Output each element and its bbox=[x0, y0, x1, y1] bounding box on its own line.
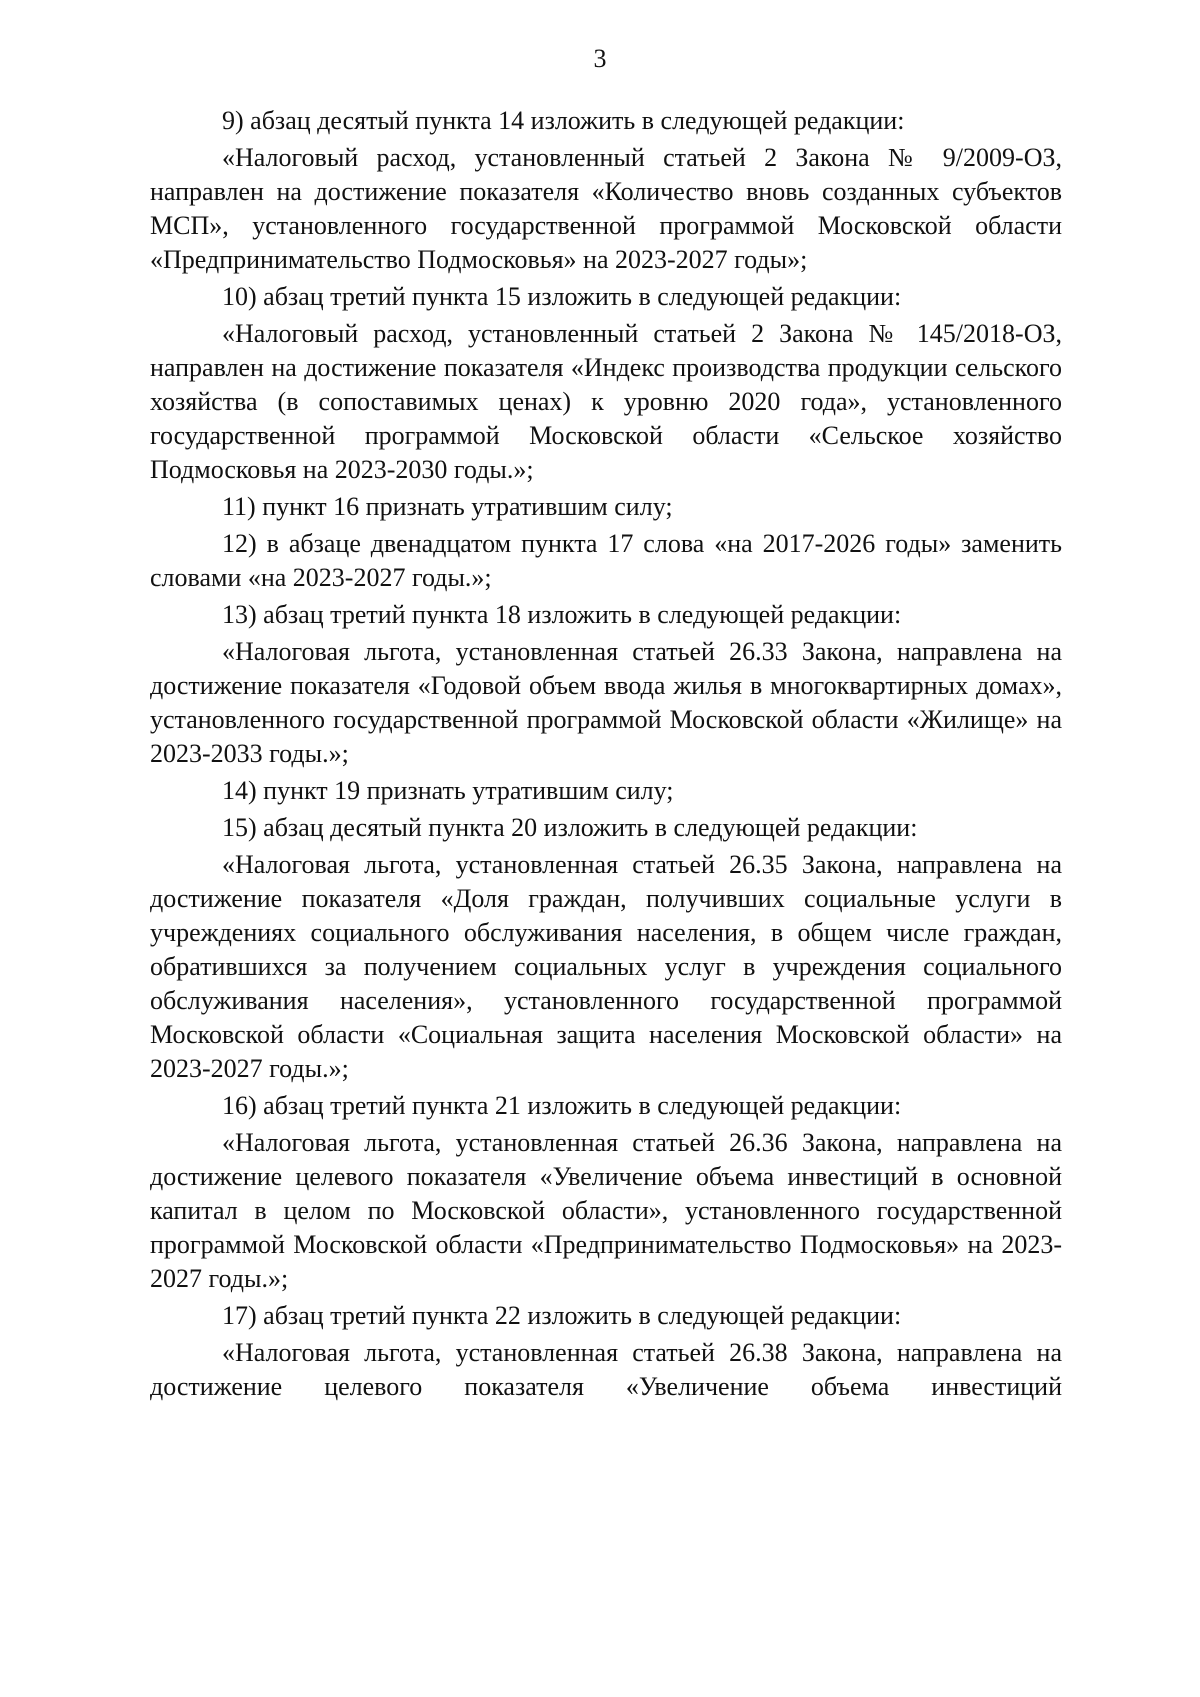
quoted-text: «Налоговая льгота, установленная статьей 26.33 Закона, направлена на достижение показателя «Годовой объем ввода жилья в многоквартирных домах», установленного государственной программой Московской области «Жилище» на 2023-2033 годы.»; bbox=[150, 637, 1062, 768]
amendment-item: 15) абзац десятый пункта 20 изложить в следующей редакции: bbox=[222, 813, 918, 842]
quoted-text: «Налоговая льгота, установленная статьей 26.36 Закона, направлена на достижение целевого показателя «Увеличение объема инвестиций в основной капитал в целом по Московской области», установленного государственной программой Московской области «Предпринимательство Подмосковья» на 2023-2027 годы.»; bbox=[150, 1128, 1062, 1293]
amendment-item: 10) абзац третий пункта 15 изложить в следующей редакции: bbox=[222, 282, 902, 311]
quoted-text: «Налоговая льгота, установленная статьей 26.35 Закона, направлена на достижение показателя «Доля граждан, получивших социальные услуги в учреждениях социального обслуживания населения, в общем числе граждан, обратившихся за получением социальных услуг в учреждения социального обслуживания населения», установленного государственной программой Московской области «Социальная защита населения Московской области» на 2023-2027 годы.»; bbox=[150, 850, 1062, 1083]
amendment-item: 13) абзац третий пункта 18 изложить в следующей редакции: bbox=[222, 600, 902, 629]
document-body bbox=[150, 104, 1062, 1404]
amendment-item: 17) абзац третий пункта 22 изложить в следующей редакции: bbox=[222, 1301, 902, 1330]
amendment-item: 9) абзац десятый пункта 14 изложить в следующей редакции: bbox=[222, 106, 905, 135]
amendment-item: 11) пункт 16 признать утратившим силу; bbox=[222, 492, 673, 521]
amendment-item: 14) пункт 19 признать утратившим силу; bbox=[222, 776, 674, 805]
amendment-item: 16) абзац третий пункта 21 изложить в следующей редакции: bbox=[222, 1091, 902, 1120]
quoted-text: «Налоговый расход, установленный статьей 2 Закона № 145/2018-ОЗ, направлен на достижение показателя «Индекс производства продукции сельского хозяйства (в сопоставимых ценах) к уровню 2020 года», установленного государственной программой Московской области «Сельское хозяйство Подмосковья на 2023-2030 годы.»; bbox=[150, 319, 1062, 484]
quoted-text: «Налоговая льгота, установленная статьей 26.38 Закона, направлена на достижение целевого показателя «Увеличение объема инвестиций bbox=[150, 1338, 1062, 1401]
page-number: 3 bbox=[593, 44, 607, 73]
quoted-text: «Налоговый расход, установленный статьей 2 Закона № 9/2009-ОЗ, направлен на достижение показателя «Количество вновь созданных субъектов МСП», установленного государственной программой Московской области «Предпринимательство Подмосковья» на 2023-2027 годы»; bbox=[150, 143, 1062, 274]
amendment-item: 12) в абзаце двенадцатом пункта 17 слова «на 2017-2026 годы» заменить словами «на 2023-2027 годы.»; bbox=[150, 529, 1062, 592]
